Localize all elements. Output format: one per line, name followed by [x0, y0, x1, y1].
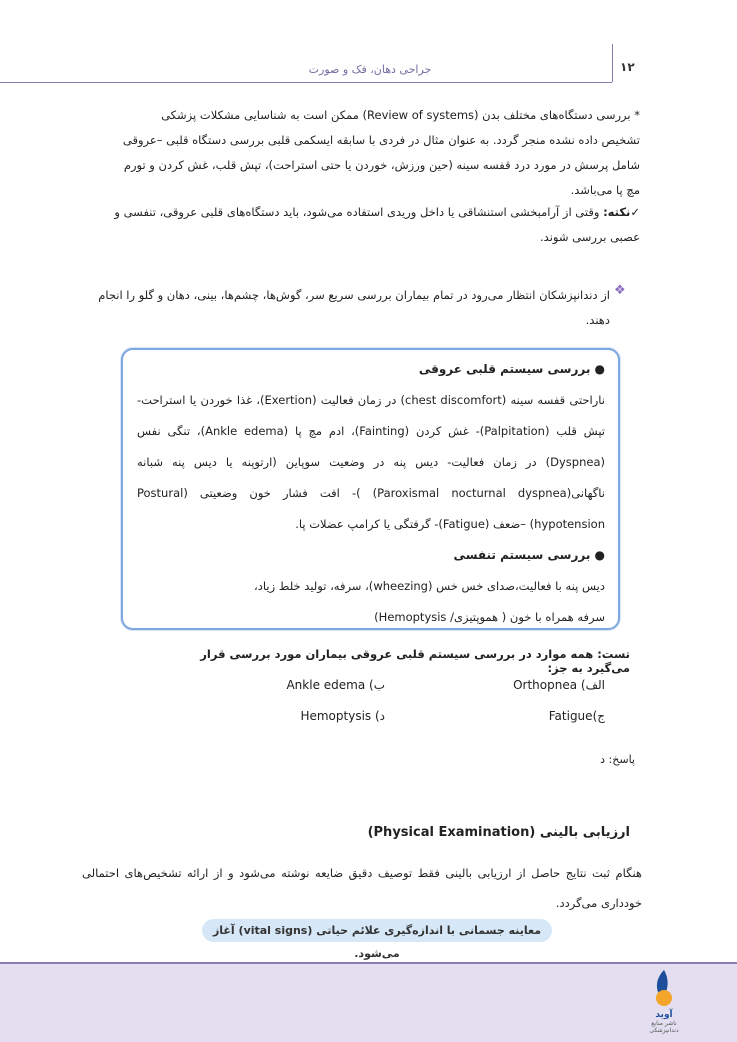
header-divider-vertical: [612, 44, 613, 82]
cardio-heading: ● بررسی سیستم قلبی عروقی: [418, 362, 605, 376]
test-answer: پاسخ: د: [600, 753, 635, 766]
section-text: هنگام ثبت نتایج حاصل از ارزیابی بالینی فقط توصیف دقیق ضایعه نوشته می‌شود و از ارائه تشخیص‌های احتمالی خودداری می‌گردد.: [82, 866, 642, 910]
systems-review-box: [121, 348, 620, 630]
logo-caption: آوید ناشر منابع دندانپزشکی: [649, 1010, 679, 1034]
review-paragraph: * بررسی دستگاه‌های مختلف بدن (Review of systems) ممکن است به شناسایی مشکلات پزشکی تشخیص داده نشده منجر گردد. به عنوان مثال در فردی با سابقه ایسکمی قلبی بررسی دستگاه قلبی –عروقی شامل پرسش در مورد درد قفسه سینه (حین ورزش، خوردن یا حتی استراحت)، تپش قلب، غش کردن و تورم مچ پا می‌باشد.: [122, 108, 640, 197]
option-a: الف) Orthopnea: [513, 678, 605, 692]
diamond-bullet-icon: ❖: [614, 283, 626, 298]
option-b: ب) Ankle edema: [286, 678, 385, 692]
option-c: ج)Fatigue: [548, 709, 605, 723]
running-header: جراحی دهان، فک و صورت: [308, 63, 432, 76]
vital-signs-highlight: معاینه جسمانی با اندازه‌گیری علائم حیاتی (vital signs) آغاز می‌شود.: [202, 919, 552, 942]
header-divider: [0, 82, 612, 83]
section-title: ارزیابی بالینی (Physical Examination): [367, 825, 630, 840]
note-label: نکته:: [603, 205, 631, 219]
note-text: وقتی از آرامبخشی استنشاقی یا داخل وریدی استفاده می‌شود، باید دستگاه‌های قلبی عروقی، تنفسی و عصبی بررسی شوند.: [114, 205, 640, 244]
option-d: د) Hemoptysis: [300, 709, 385, 723]
cardio-text: ناراحتی قفسه سینه (chest discomfort) در زمان فعالیت (Exertion)، غذا خوردن یا استراحت- تپش قلب (Palpitation)- غش کردن (Fainting)، ادم مچ پا (Ankle edema)، تنگی نفس (Dyspnea) در زمان فعالیت- دیس پنه در وضعیت سوپاین (ارتوپنه یا دیس پنه شبانه ناگهانی(Paroxismal nocturnal dyspnea) )- افت فشار خون وضعیتی (Postural hypotension) –ضعف (Fatigue)- گرفتگی یا کرامپ عضلات پا.: [137, 393, 605, 531]
test-question: تست: همه موارد در بررسی سیستم قلبی عروقی بیماران مورد بررسی قرار می‌گیرد به جز:: [200, 647, 630, 675]
publisher-logo-icon: [648, 968, 680, 1008]
resp-heading: ● بررسی سیستم تنفسی: [453, 548, 605, 562]
footer-band: [0, 962, 737, 1042]
check-icon: ✓: [630, 205, 640, 219]
page-number: ۱۲: [620, 60, 635, 74]
resp-line-2: سرفه همراه با خون ( هموپتیزی/ Hemoptysis): [374, 610, 605, 624]
resp-line-1: دیس پنه با فعالیت،صدای خس خس (wheezing)، سرفه، تولید خلط زیاد،: [254, 579, 605, 593]
dentist-paragraph: از دندانپزشکان انتظار می‌رود در تمام بیماران بررسی سریع سر، گوش‌ها، چشم‌ها، بینی، دهان و گلو را انجام دهند.: [98, 288, 610, 327]
note-paragraph: [110, 200, 640, 250]
footer-divider: [0, 962, 737, 964]
